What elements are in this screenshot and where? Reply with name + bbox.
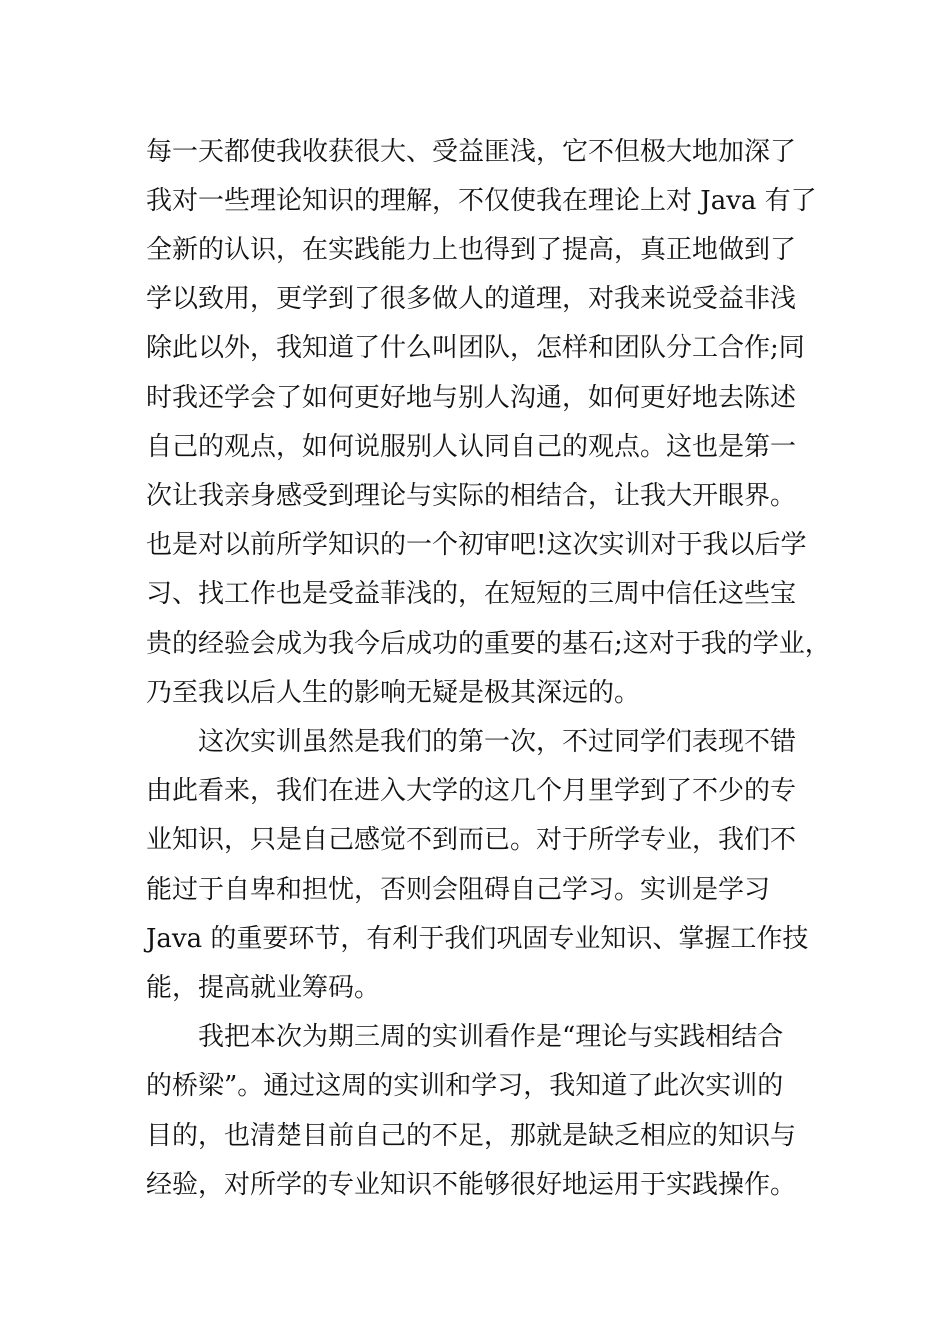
text-line: 这次实训虽然是我们的第一次，不过同学们表现不错 xyxy=(198,727,797,757)
text-line: 乃至我以后人生的影响无疑是极其深远的。 xyxy=(146,678,641,708)
text-line: 贵的经验会成为我今后成功的重要的基石;这对于我的学业， xyxy=(146,629,831,659)
text-line: 习、找工作也是受益菲浅的，在短短的三周中信任这些宝 xyxy=(146,579,797,609)
text-line: 目的，也清楚目前自己的不足，那就是缺乏相应的知识与 xyxy=(146,1121,797,1151)
text-line: 能，提高就业筹码。 xyxy=(146,973,381,1003)
text-line: 除此以外，我知道了什么叫团队，怎样和团队分工合作;同 xyxy=(146,333,805,363)
text-line: 全新的认识，在实践能力上也得到了提高，真正地做到了 xyxy=(146,235,797,265)
text-line: 也是对以前所学知识的一个初审吧!这次实训对于我以后学 xyxy=(146,530,807,560)
text-line: 我把本次为期三周的实训看作是“理论与实践相结合 xyxy=(198,1022,784,1052)
text-line: 的桥梁”。通过这周的实训和学习，我知道了此次实训的 xyxy=(146,1071,784,1101)
text-line: 由此看来，我们在进入大学的这几个月里学到了不少的专 xyxy=(146,776,797,806)
text-line: 时我还学会了如何更好地与别人沟通，如何更好地去陈述 xyxy=(146,383,797,413)
text-line: 经验，对所学的专业知识不能够很好地运用于实践操作。 xyxy=(146,1170,797,1200)
text-line: 次让我亲身感受到理论与实际的相结合，让我大开眼界。 xyxy=(146,481,797,511)
text-line: 学以致用，更学到了很多做人的道理，对我来说受益非浅 xyxy=(146,284,797,314)
text-line: 自己的观点，如何说服别人认同自己的观点。这也是第一 xyxy=(146,432,797,462)
text-line: Java 的重要环节，有利于我们巩固专业知识、掌握工作技 xyxy=(146,924,809,954)
text-line: 每一天都使我收获很大、受益匪浅，它不但极大地加深了 xyxy=(146,137,797,167)
text-line: 业知识，只是自己感觉不到而已。对于所学专业，我们不 xyxy=(146,825,797,855)
text-line: 我对一些理论知识的理解，不仅使我在理论上对 Java 有了 xyxy=(146,186,817,216)
text-line: 能过于自卑和担忧，否则会阻碍自己学习。实训是学习 xyxy=(146,875,771,905)
